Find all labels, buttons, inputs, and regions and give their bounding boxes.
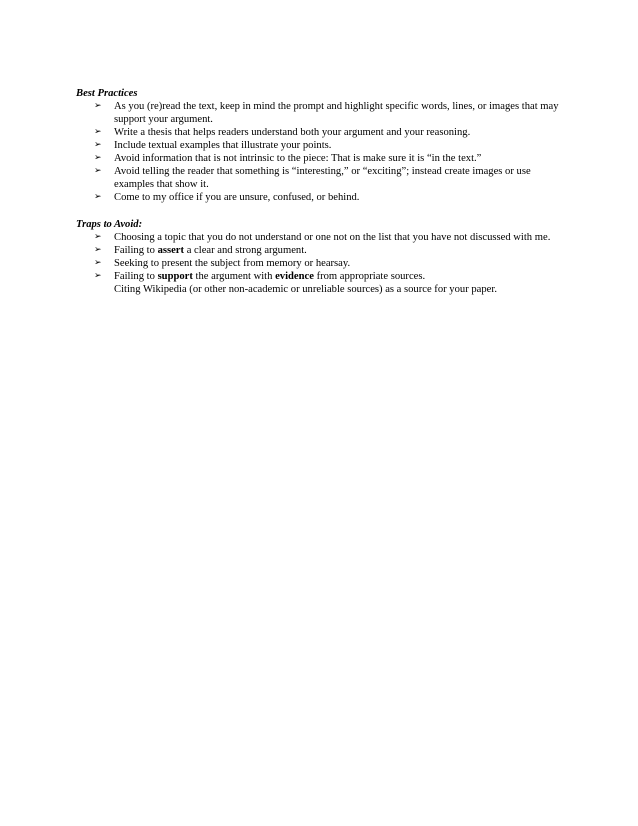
list-item-text	[114, 271, 425, 282]
arrowhead-bullet-icon: ➢	[94, 101, 102, 111]
section-spacer	[76, 204, 562, 218]
list-item-text: Include textual examples that illustrate your points.	[114, 140, 332, 151]
arrowhead-bullet-icon: ➢	[94, 232, 102, 242]
arrowhead-bullet-icon: ➢	[94, 127, 102, 137]
best-practices-heading: Best Practices	[76, 88, 138, 99]
list-item-text: Avoid telling the reader that something is “interesting,” or “exciting”; instead create images or use examples that show it.	[114, 166, 531, 190]
text-segment: Failing to	[114, 271, 158, 282]
emphasis-support: support	[157, 271, 193, 282]
traps-heading: Traps to Avoid:	[76, 219, 143, 230]
list-item	[76, 257, 562, 270]
list-item-text	[114, 245, 307, 256]
list-item	[76, 191, 562, 204]
arrowhead-bullet-icon: ➢	[94, 166, 102, 176]
document-content	[76, 87, 562, 296]
text-segment: a clear and strong argument.	[184, 245, 307, 256]
list-item	[76, 165, 562, 191]
list-item-text: Come to my office if you are unsure, confused, or behind.	[114, 192, 360, 203]
arrowhead-bullet-icon: ➢	[94, 271, 102, 281]
emphasis-evidence: evidence	[275, 271, 314, 282]
arrowhead-bullet-icon: ➢	[94, 192, 102, 202]
list-item-text: As you (re)read the text, keep in mind the prompt and highlight specific words, lines, or images that may support your argument.	[114, 101, 559, 125]
continuation-line: Citing Wikipedia (or other non-academic or unreliable sources) as a source for your paper.	[114, 284, 497, 295]
text-segment: from appropriate sources.	[313, 271, 426, 282]
list-item-text: Seeking to present the subject from memory or hearsay.	[114, 258, 351, 269]
list-item	[76, 270, 562, 283]
list-item	[76, 139, 562, 152]
emphasis-assert: assert	[157, 245, 185, 256]
text-segment: the argument with	[192, 271, 276, 282]
list-item	[76, 126, 562, 139]
arrowhead-bullet-icon: ➢	[94, 153, 102, 163]
list-item	[76, 231, 562, 244]
arrowhead-bullet-icon: ➢	[94, 245, 102, 255]
text-segment: Failing to	[114, 245, 158, 256]
best-practices-list	[76, 100, 562, 204]
list-item	[76, 244, 562, 257]
arrowhead-bullet-icon: ➢	[94, 258, 102, 268]
arrowhead-bullet-icon: ➢	[94, 140, 102, 150]
list-item-text: Choosing a topic that you do not understand or one not on the list that you have not discussed with me.	[114, 232, 551, 243]
list-item	[76, 152, 562, 165]
list-item-text: Write a thesis that helps readers understand both your argument and your reasoning.	[114, 127, 471, 138]
traps-list	[76, 231, 562, 283]
list-item-text: Avoid information that is not intrinsic to the piece: That is make sure it is “in the text.”	[114, 153, 482, 164]
list-item	[76, 100, 562, 126]
